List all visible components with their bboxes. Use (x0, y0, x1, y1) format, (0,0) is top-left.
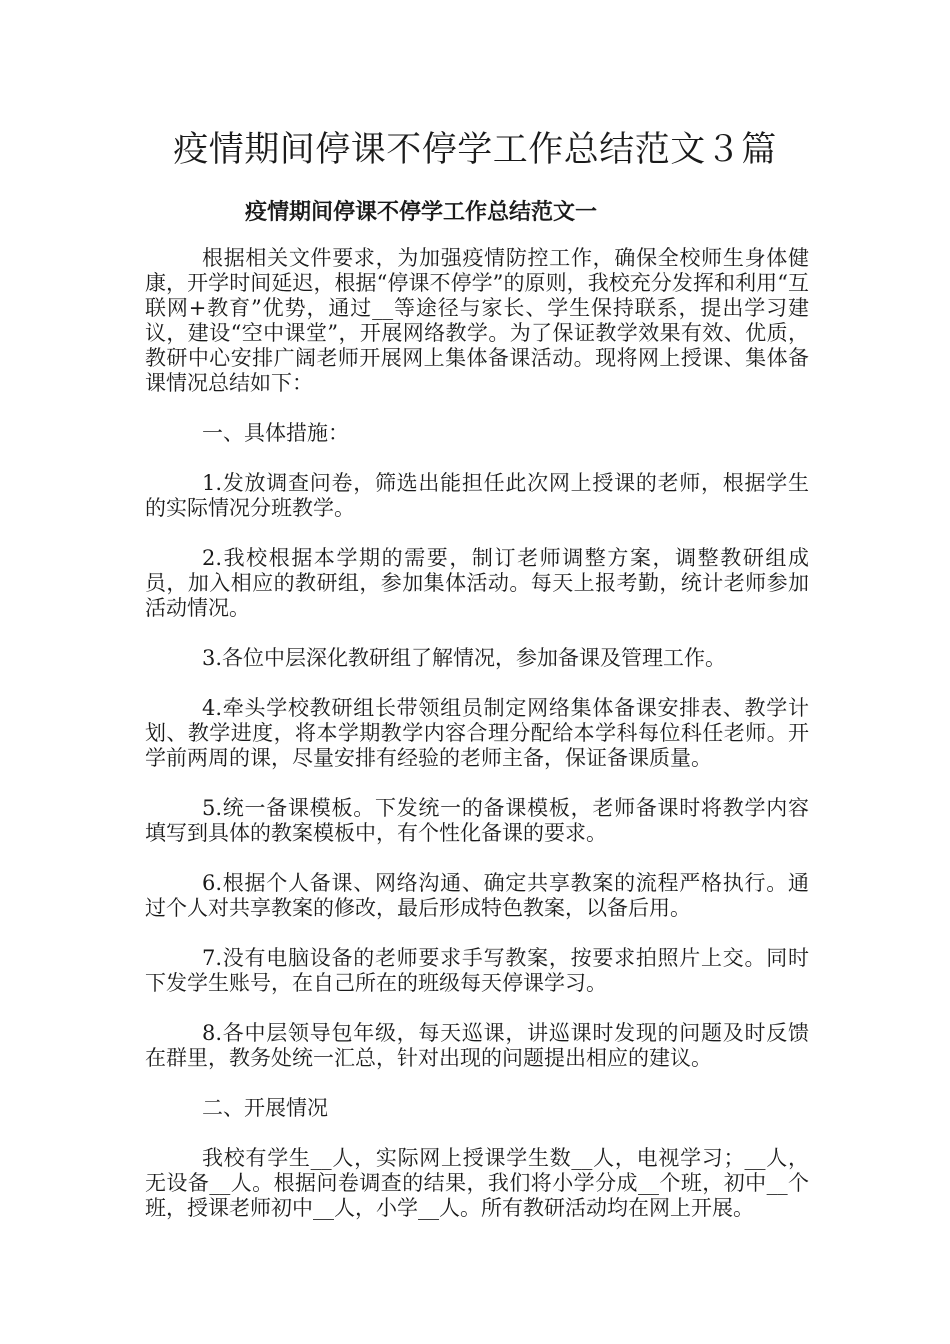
list-item-5: 5.统一备课模板。下发统一的备课模板，老师备课时将教学内容填写到具体的教案模板中，有个性化备课的要求。 (145, 796, 809, 845)
paragraph-progress: 我校有学生__人，实际网上授课学生数__人，电视学习；__人，无设备__人。根据问卷调查的结果，我们将小学分成__个班，初中__个班，授课老师初中__人，小学__人。所有教研活动均在网上开展。 (145, 1146, 809, 1220)
list-item-8: 8.各中层领导包年级，每天巡课，讲巡课时发现的问题及时反馈在群里，教务处统一汇总，针对出现的问题提出相应的建议。 (145, 1021, 809, 1070)
list-item-4: 4.牵头学校教研组长带领组员制定网络集体备课安排表、教学计划、教学进度，将本学期教学内容合理分配给本学科每位科任老师。开学前两周的课，尽量安排有经验的老师主备，保证备课质量。 (145, 696, 809, 770)
list-item-3: 3.各位中层深化教研组了解情况，参加备课及管理工作。 (202, 646, 727, 670)
list-item-6: 6.根据个人备课、网络沟通、确定共享教案的流程严格执行。通过个人对共享教案的修改，最后形成特色教案，以备后用。 (145, 871, 809, 920)
paragraph-intro: 根据相关文件要求，为加强疫情防控工作，确保全校师生身体健康，开学时间延迟，根据“停课不停学”的原则，我校充分发挥和利用“互联网+教育”优势，通过__等途径与家长、学生保持联系，提出学习建议，建设“空中课堂”，开展网络教学。为了保证教学效果有效、优质，教研中心安排广阔老师开展网上集体备课活动。现将网上授课、集体备课情况总结如下： (145, 246, 809, 395)
section-heading-measures: 一、具体措施： (202, 421, 349, 445)
list-item-1: 1.发放调查问卷，筛选出能担任此次网上授课的老师，根据学生的实际情况分班教学。 (145, 471, 809, 520)
list-item-7: 7.没有电脑设备的老师要求手写教案，按要求拍照片上交。同时下发学生账号，在自己所在的班级每天停课学习。 (145, 946, 809, 995)
document-body (145, 246, 809, 1246)
list-item-2: 2.我校根据本学期的需要，制订老师调整方案，调整教研组成员，加入相应的教研组，参加集体活动。每天上报考勤，统计老师参加活动情况。 (145, 546, 809, 620)
document-subtitle: 疫情期间停课不停学工作总结范文一 (245, 199, 598, 225)
section-heading-progress: 二、开展情况 (202, 1096, 328, 1120)
document-title: 疫情期间停课不停学工作总结范文３篇 (173, 130, 777, 170)
